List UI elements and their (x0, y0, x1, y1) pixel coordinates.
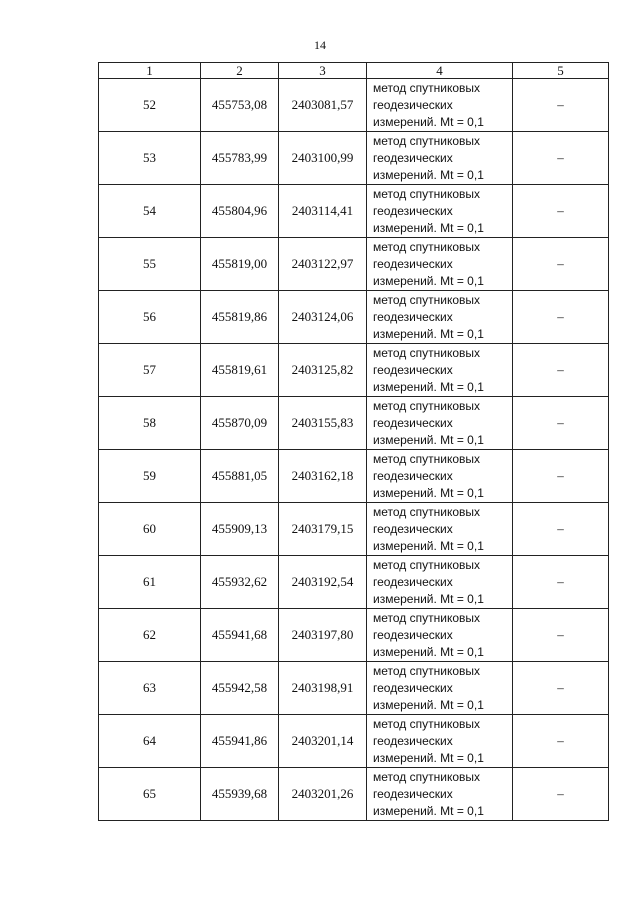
y-coordinate-cell: 2403179,15 (279, 503, 367, 556)
method-cell: метод спутниковых геодезических измерений. Mt = 0,1 (367, 768, 513, 821)
method-cell: метод спутниковых геодезических измерений. Mt = 0,1 (367, 238, 513, 291)
table-header (99, 63, 609, 79)
table-body (99, 79, 609, 821)
y-coordinate-cell: 2403201,26 (279, 768, 367, 821)
x-coordinate-cell: 455819,00 (201, 238, 279, 291)
coordinates-table (98, 62, 609, 821)
method-cell: метод спутниковых геодезических измерений. Mt = 0,1 (367, 609, 513, 662)
x-coordinate-cell: 455939,68 (201, 768, 279, 821)
table-row (99, 503, 609, 556)
x-coordinate-cell: 455804,96 (201, 185, 279, 238)
y-coordinate-cell: 2403125,82 (279, 344, 367, 397)
x-coordinate-cell: 455783,99 (201, 132, 279, 185)
header-cell-5: 5 (513, 63, 609, 79)
note-cell: – (513, 662, 609, 715)
table-row (99, 185, 609, 238)
table-row (99, 609, 609, 662)
x-coordinate-cell: 455932,62 (201, 556, 279, 609)
method-cell: метод спутниковых геодезических измерений. Mt = 0,1 (367, 79, 513, 132)
method-cell: метод спутниковых геодезических измерений. Mt = 0,1 (367, 662, 513, 715)
header-cell-1: 1 (99, 63, 201, 79)
method-cell: метод спутниковых геодезических измерений. Mt = 0,1 (367, 715, 513, 768)
note-cell: – (513, 397, 609, 450)
note-cell: – (513, 768, 609, 821)
x-coordinate-cell: 455881,05 (201, 450, 279, 503)
point-number-cell: 63 (99, 662, 201, 715)
method-cell: метод спутниковых геодезических измерений. Mt = 0,1 (367, 291, 513, 344)
y-coordinate-cell: 2403155,83 (279, 397, 367, 450)
point-number-cell: 57 (99, 344, 201, 397)
x-coordinate-cell: 455941,86 (201, 715, 279, 768)
note-cell: – (513, 185, 609, 238)
header-row (99, 63, 609, 79)
x-coordinate-cell: 455870,09 (201, 397, 279, 450)
point-number-cell: 60 (99, 503, 201, 556)
header-cell-4: 4 (367, 63, 513, 79)
point-number-cell: 55 (99, 238, 201, 291)
point-number-cell: 64 (99, 715, 201, 768)
x-coordinate-cell: 455941,68 (201, 609, 279, 662)
y-coordinate-cell: 2403081,57 (279, 79, 367, 132)
x-coordinate-cell: 455942,58 (201, 662, 279, 715)
note-cell: – (513, 715, 609, 768)
header-cell-2: 2 (201, 63, 279, 79)
note-cell: – (513, 344, 609, 397)
y-coordinate-cell: 2403192,54 (279, 556, 367, 609)
x-coordinate-cell: 455819,61 (201, 344, 279, 397)
note-cell: – (513, 132, 609, 185)
point-number-cell: 59 (99, 450, 201, 503)
table-row (99, 556, 609, 609)
table-row (99, 238, 609, 291)
note-cell: – (513, 503, 609, 556)
table-row (99, 715, 609, 768)
y-coordinate-cell: 2403201,14 (279, 715, 367, 768)
point-number-cell: 53 (99, 132, 201, 185)
method-cell: метод спутниковых геодезических измерений. Mt = 0,1 (367, 397, 513, 450)
y-coordinate-cell: 2403122,97 (279, 238, 367, 291)
point-number-cell: 54 (99, 185, 201, 238)
note-cell: – (513, 609, 609, 662)
note-cell: – (513, 238, 609, 291)
method-cell: метод спутниковых геодезических измерений. Mt = 0,1 (367, 503, 513, 556)
table-row (99, 397, 609, 450)
y-coordinate-cell: 2403124,06 (279, 291, 367, 344)
y-coordinate-cell: 2403197,80 (279, 609, 367, 662)
point-number-cell: 58 (99, 397, 201, 450)
y-coordinate-cell: 2403162,18 (279, 450, 367, 503)
point-number-cell: 56 (99, 291, 201, 344)
point-number-cell: 61 (99, 556, 201, 609)
point-number-cell: 52 (99, 79, 201, 132)
y-coordinate-cell: 2403114,41 (279, 185, 367, 238)
note-cell: – (513, 450, 609, 503)
table-row (99, 768, 609, 821)
header-cell-3: 3 (279, 63, 367, 79)
method-cell: метод спутниковых геодезических измерений. Mt = 0,1 (367, 132, 513, 185)
x-coordinate-cell: 455909,13 (201, 503, 279, 556)
table-row (99, 291, 609, 344)
y-coordinate-cell: 2403100,99 (279, 132, 367, 185)
table-row (99, 79, 609, 132)
table-row (99, 662, 609, 715)
method-cell: метод спутниковых геодезических измерений. Mt = 0,1 (367, 450, 513, 503)
note-cell: – (513, 291, 609, 344)
y-coordinate-cell: 2403198,91 (279, 662, 367, 715)
page-number: 14 (314, 38, 326, 52)
point-number-cell: 65 (99, 768, 201, 821)
point-number-cell: 62 (99, 609, 201, 662)
table-row (99, 344, 609, 397)
method-cell: метод спутниковых геодезических измерений. Mt = 0,1 (367, 185, 513, 238)
x-coordinate-cell: 455819,86 (201, 291, 279, 344)
table-row (99, 450, 609, 503)
method-cell: метод спутниковых геодезических измерений. Mt = 0,1 (367, 344, 513, 397)
x-coordinate-cell: 455753,08 (201, 79, 279, 132)
table-row (99, 132, 609, 185)
note-cell: – (513, 79, 609, 132)
note-cell: – (513, 556, 609, 609)
method-cell: метод спутниковых геодезических измерений. Mt = 0,1 (367, 556, 513, 609)
